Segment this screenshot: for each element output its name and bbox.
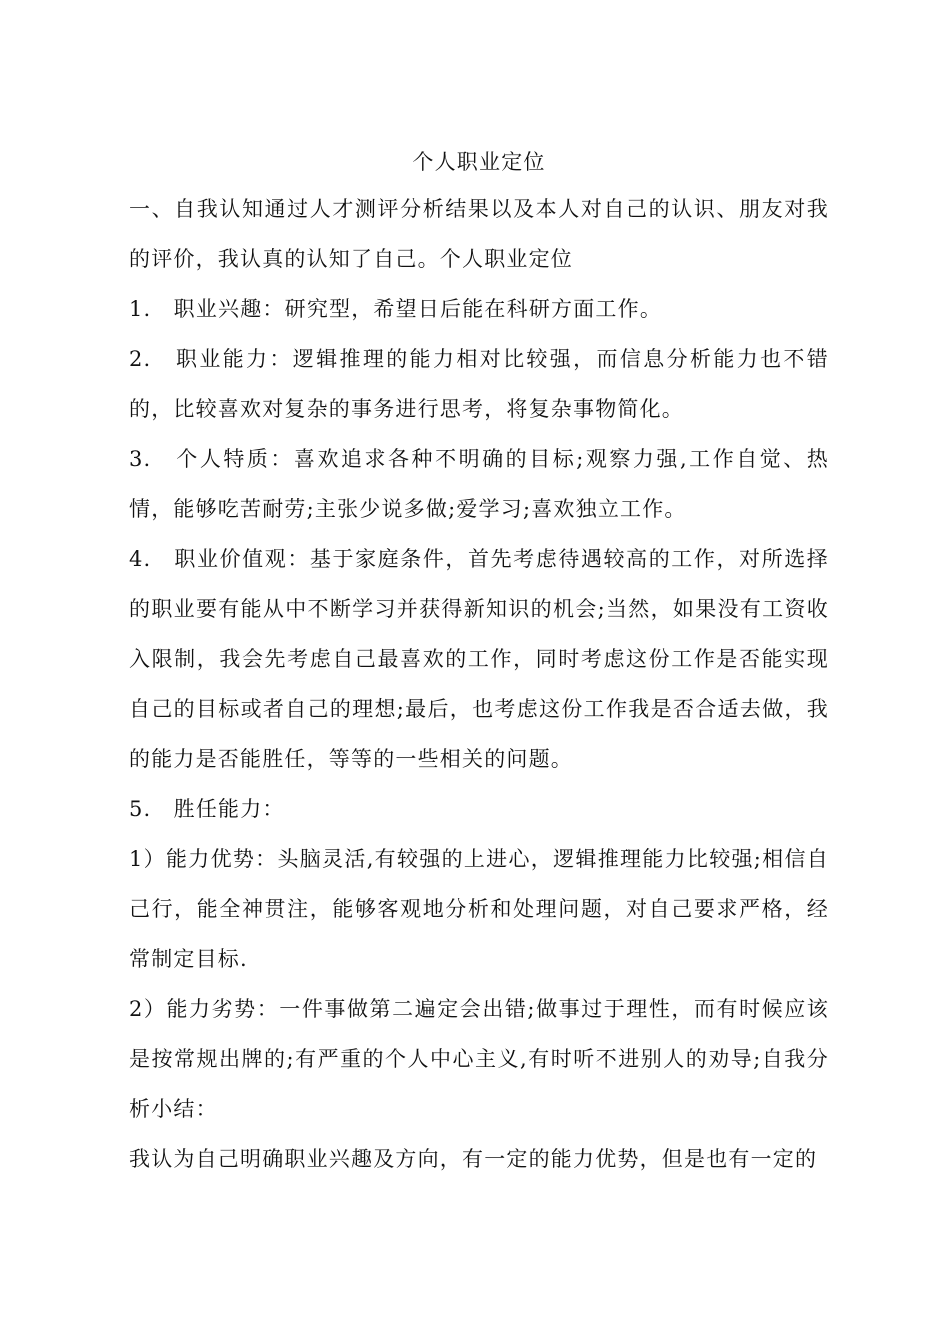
paragraph-weaknesses: 2）能力劣势：一件事做第二遍定会出错;做事过于理性，而有时候应该是按常规出牌的;有严重的个人中心主义,有时听不进别人的劝导;自我分析小结：	[129, 997, 829, 1121]
document-body	[129, 140, 829, 1184]
paragraph-personal-traits: 3. 个人特质：喜欢追求各种不明确的目标;观察力强,工作自觉、热情，能够吃苦耐劳;主张少说多做;爱学习;喜欢独立工作。	[129, 447, 829, 521]
paragraph-career-interest: 1. 职业兴趣：研究型，希望日后能在科研方面工作。	[129, 297, 663, 321]
paragraph-competence-heading: 5. 胜任能力：	[129, 797, 285, 821]
paragraph-career-values: 4. 职业价值观：基于家庭条件，首先考虑待遇较高的工作，对所选择的职业要有能从中不断学习并获得新知识的机会;当然，如果没有工资收入限制，我会先考虑自己最喜欢的工作，同时考虑这份工作是否能实现自己的目标或者自己的理想;最后，也考虑这份工作我是否合适去做，我的能力是否能胜任，等等的一些相关的问题。	[129, 547, 829, 771]
document-title: 个人职业定位	[412, 150, 546, 174]
paragraph-conclusion: 我认为自己明确职业兴趣及方向，有一定的能力优势，但是也有一定的	[129, 1147, 818, 1171]
paragraph-strengths: 1）能力优势：头脑灵活,有较强的上进心，逻辑推理能力比较强;相信自己行，能全神贯注，能够客观地分析和处理问题，对自己要求严格，经常制定目标.	[129, 847, 829, 971]
paragraph-career-ability: 2. 职业能力：逻辑推理的能力相对比较强，而信息分析能力也不错的，比较喜欢对复杂的事务进行思考，将复杂事物简化。	[129, 347, 829, 421]
paragraph-self-awareness: 一、自我认知通过人才测评分析结果以及本人对自己的认识、朋友对我的评价，我认真的认知了自己。个人职业定位	[129, 197, 829, 271]
